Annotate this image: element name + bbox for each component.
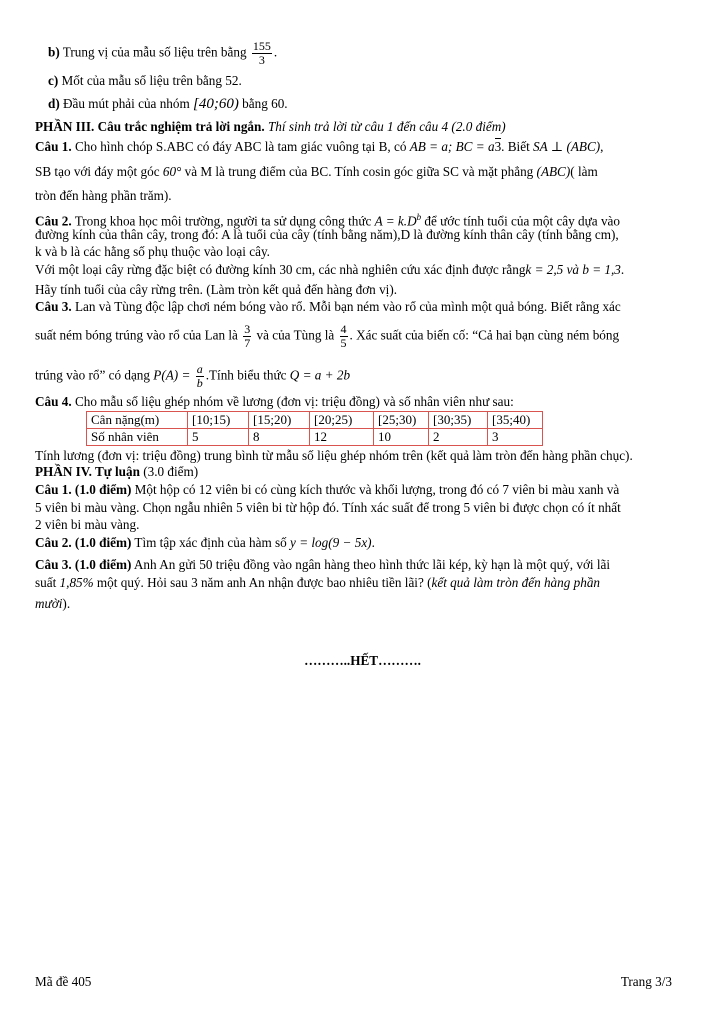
q2-line3: k và b là các hằng số phụ thuộc vào loại cây. bbox=[35, 244, 270, 259]
q2-line1: Câu 2. Trong khoa học môi trường, người ta sử dụng công thức $A = k.D^b$ để ước tính tuổi của một cây dựa vào bbox=[35, 212, 620, 229]
essay3-line2: suất 1,85% một quý. Hỏi sau 3 năm anh An nhận được bao nhiêu tiền lãi? (kết quả làm tròn đến hàng phần bbox=[35, 575, 601, 590]
q3-line3: trúng vào rổ” có dạng P(A) = $\frac{a}{b}$ .Tính biểu thức Q = a + 2b bbox=[35, 362, 351, 390]
table-row: Cân nặng(m) [10;15) [15;20) [20;25) [25;30) [30;35) [35;40) bbox=[87, 412, 543, 429]
essay3-line3: mười). bbox=[35, 596, 71, 611]
q4-line2: Tính lương (đơn vị: triệu đồng) trung bình từ mẫu số liệu ghép nhóm trên (kết quả làm tròn đến hàng phần chục). bbox=[35, 448, 633, 463]
part3-heading: PHẦN III. Câu trắc nghiệm trả lời ngắn. Thí sinh trả lời từ câu 1 đến câu 4 (2.0 điểm) bbox=[35, 119, 506, 134]
q3-line2: suất ném bóng trúng vào rổ của Lan là $\frac{3}{7}$ và của Tùng là $\frac{4}{5}$ . Xác suất của biến cố: “Cả hai bạn cùng ném bóng bbox=[35, 322, 620, 350]
essay3-line1: Câu 3. (1.0 điểm) Anh An gửi 50 triệu đồng vào ngân hàng theo hình thức lãi kép, kỳ hạn là một quý, với lãi bbox=[35, 557, 611, 572]
q1-line1: Câu 1. Cho hình chóp S.ABC có đáy ABC là tam giác vuông tại B, có AB = a; BC = a3. Biết SA ⊥ (ABC), bbox=[35, 139, 604, 154]
q2-line4: Với một loại cây rừng đặc biệt có đường kính 30 cm, các nhà nghiên cứu xác định được rằngk = 2,5 và b = 1,3. bbox=[35, 262, 625, 277]
option-b: b) Trung vị của mẫu số liệu trên bằng $\frac{155}{3}$ . bbox=[48, 39, 278, 67]
q4-line1: Câu 4. Cho mẫu số liệu ghép nhóm về lương (đơn vị: triệu đồng) và số nhân viên như sau: bbox=[35, 394, 514, 409]
end-mark: ………..HẾT………. bbox=[304, 653, 421, 668]
fraction-155-3: $\frac{155}{3}$ bbox=[252, 39, 271, 67]
part4-heading: PHẦN IV. Tự luận (3.0 điểm) bbox=[35, 464, 199, 479]
essay2-line: Câu 2. (1.0 điểm) Tìm tập xác định của hàm số y = log(9 − 5x). bbox=[35, 535, 375, 550]
q2-line2: đường kính của thân cây, trong đó: A là tuổi của cây (tính bằng năm),D là đường kính thân cây (tính bằng cm), bbox=[35, 227, 619, 242]
essay1-line2: 5 viên bi màu vàng. Chọn ngẫu nhiên 5 viên bi từ hộp đó. Tính xác suất để trong 5 viên bi được chọn có ít nhất bbox=[35, 500, 621, 515]
q1-line2: SB tạo với đáy một góc 60° và M là trung điểm của BC. Tính cosin góc giữa SC và mặt phẳng (ABC)( làm bbox=[35, 164, 598, 179]
footer-page: Trang 3/3 bbox=[620, 974, 672, 989]
option-d: d) Đầu mút phải của nhóm [40;60) bằng 60. bbox=[48, 96, 288, 112]
salary-table bbox=[86, 411, 543, 446]
table-row: Số nhân viên 5 8 12 10 2 3 bbox=[87, 429, 543, 446]
q3-line1: Câu 3. Lan và Tùng độc lập chơi ném bóng vào rổ. Mỗi bạn ném vào rổ của mình một quả bóng. Biết rằng xác bbox=[35, 299, 621, 314]
footer-code: Mã đề 405 bbox=[35, 974, 92, 989]
essay1-line1: Câu 1. (1.0 điểm) Một hộp có 12 viên bi có cùng kích thước và khối lượng, trong đó có 7 viên bi màu xanh và bbox=[35, 482, 620, 497]
option-c: c) Mốt của mẫu số liệu trên bằng 52. bbox=[48, 73, 242, 88]
q1-line3: tròn đến hàng phần trăm). bbox=[35, 188, 172, 203]
essay1-line3: 2 viên bi màu vàng. bbox=[35, 517, 140, 532]
q2-line5: Hãy tính tuổi của cây rừng trên. (Làm tròn kết quả đến hàng đơn vị). bbox=[35, 282, 398, 297]
